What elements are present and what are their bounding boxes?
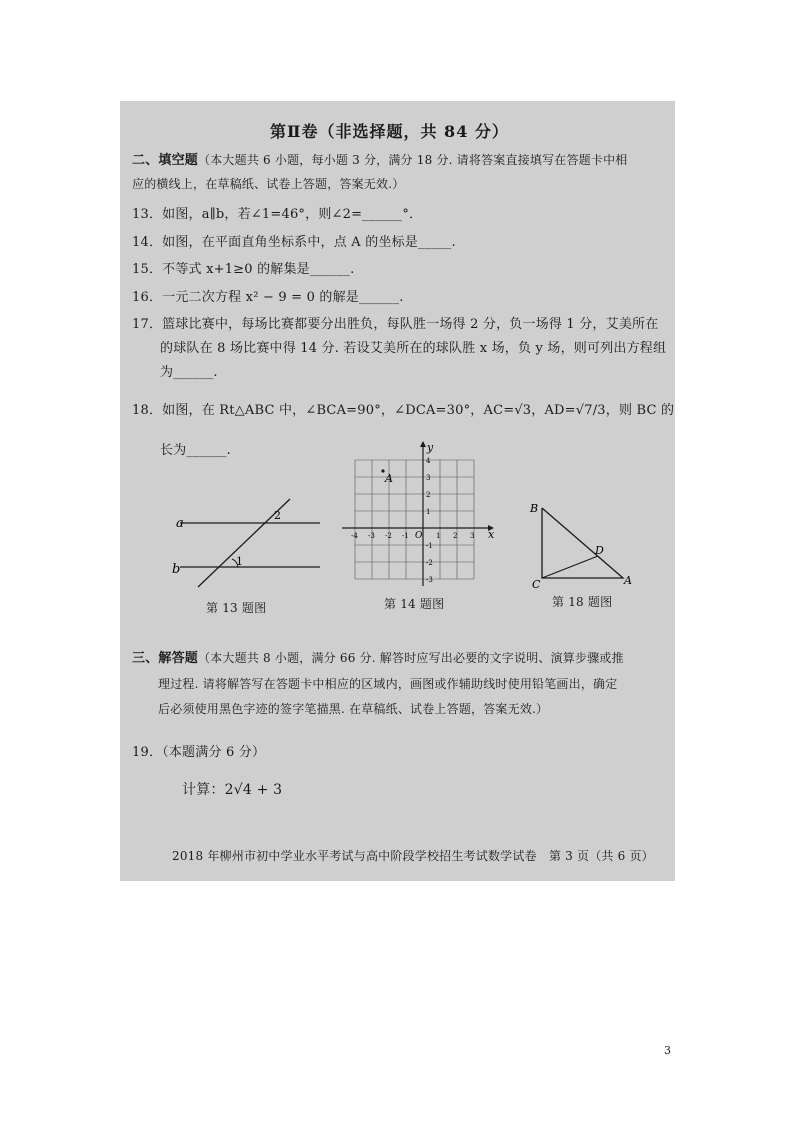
fig13-label-b: b: [172, 562, 181, 577]
page-title: 第Ⅱ卷（非选择题，共 84 分）: [270, 122, 509, 141]
page-number: 3: [664, 1044, 671, 1057]
fig18-label-A: A: [624, 574, 632, 587]
question-18-line2: 长为______.: [160, 443, 231, 458]
figure-14: [338, 441, 498, 589]
fig14-axis-x: x: [488, 528, 495, 541]
section3-label: 三、解答题: [132, 651, 199, 666]
y-tick-label: 2: [426, 491, 431, 499]
y-tick-label: -3: [426, 576, 433, 584]
section3-desc3: 后必须使用黑色字迹的签字笔描黑. 在草稿纸、试卷上答题，答案无效.）: [158, 702, 549, 716]
y-tick-label: -1: [426, 542, 433, 550]
fig18-caption: 第 18 题图: [552, 595, 613, 609]
fig13-label-angle1: 1: [236, 555, 243, 568]
fig13-caption: 第 13 题图: [206, 601, 267, 615]
fig18-label-C: C: [532, 578, 541, 591]
question-13: 13．如图，a∥b，若∠1=46°，则∠2=______°．: [132, 207, 423, 222]
exam-footer: 2018 年柳州市初中学业水平考试与高中阶段学校招生考试数学试卷 第 3 页（共 6 页）: [172, 849, 654, 863]
fig13-label-angle2: 2: [274, 509, 281, 522]
question-19-calc: 计算：2√4 + 3: [182, 782, 283, 798]
question-18-line1: 18．如图，在 Rt△ABC 中，∠BCA=90°，∠DCA=30°，AC=√3，AD=√7/3，则 BC 的: [132, 403, 675, 418]
section3-header: [132, 647, 624, 666]
question-17-line3: 为______.: [160, 365, 218, 380]
x-tick-label: 1: [436, 532, 441, 540]
section3-desc2: 理过程. 请将解答写在答题卡中相应的区域内，画图或作辅助线时使用铅笔画出，确定: [158, 677, 618, 691]
x-tick-label: -3: [368, 532, 375, 540]
figure-13: [170, 481, 330, 591]
fig13-label-a: a: [176, 516, 184, 531]
question-15: 15．不等式 x+1≥0 的解集是______.: [132, 262, 355, 277]
fig14-point-label: A: [385, 472, 393, 485]
section2-desc2: 应的横线上，在草稿纸、试卷上答题，答案无效.）: [132, 177, 405, 191]
section2-header: [132, 149, 627, 168]
section2-desc1: （本大题共 6 小题，每小题 3 分，满分 18 分. 请将答案直接填写在答题卡中相: [198, 153, 628, 167]
section2-label: 二、填空题: [132, 153, 199, 168]
x-tick-label: -2: [385, 532, 392, 540]
fig18-label-B: B: [530, 502, 539, 515]
figure-18: [520, 496, 640, 591]
section3-desc1: （本大题共 8 小题，满分 66 分. 解答时应写出必要的文字说明、演算步骤或推: [198, 651, 624, 665]
question-19-head: 19．（本题满分 6 分）: [132, 745, 266, 760]
fig14-origin: O: [415, 531, 423, 541]
x-tick-label: 3: [470, 532, 475, 540]
y-tick-label: 4: [426, 457, 431, 465]
fig14-axis-y: y: [427, 441, 434, 454]
y-tick-label: 1: [426, 508, 431, 516]
question-16: 16．一元二次方程 x² − 9 = 0 的解是______.: [132, 290, 404, 305]
x-tick-label: -4: [351, 532, 358, 540]
fig18-label-D: D: [595, 544, 604, 557]
question-14: 14．如图，在平面直角坐标系中，点 A 的坐标是_____.: [132, 235, 456, 250]
x-tick-label: 2: [453, 532, 458, 540]
fig14-caption: 第 14 题图: [384, 597, 445, 611]
y-tick-label: 3: [426, 474, 431, 482]
question-17-line1: 17．篮球比赛中，每场比赛都要分出胜负，每队胜一场得 2 分，负一场得 1 分，艾美所在: [132, 317, 659, 332]
question-17-line2: 的球队在 8 场比赛中得 14 分. 若设艾美所在的球队胜 x 场，负 y 场，则可列出方程组: [160, 341, 667, 356]
x-tick-label: -1: [402, 532, 409, 540]
exam-photo: [120, 101, 675, 881]
y-tick-label: -2: [426, 559, 433, 567]
